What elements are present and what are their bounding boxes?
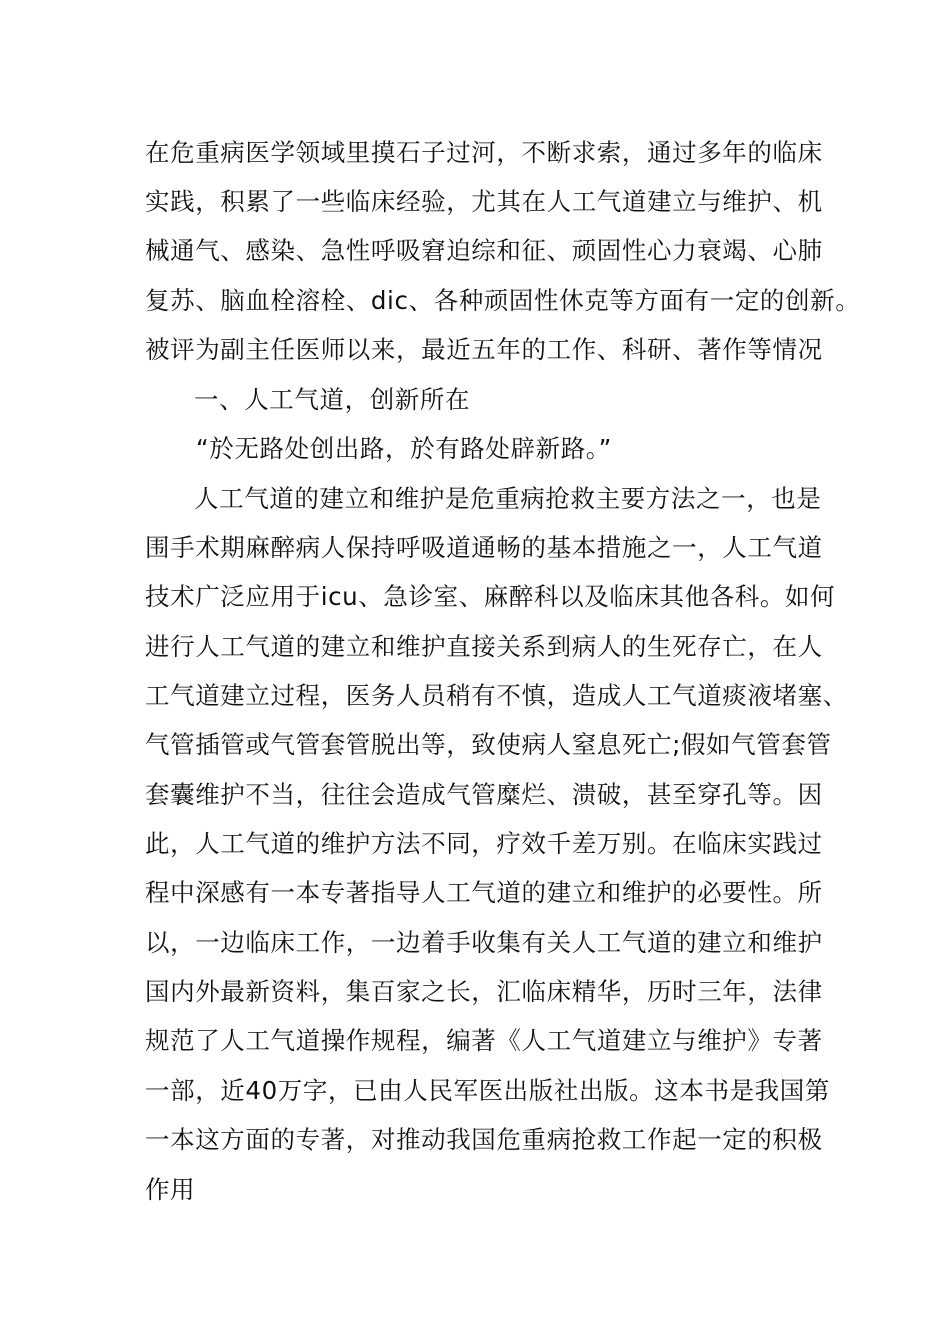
paragraph-line: 工气道建立过程，医务人员稍有不慎，造成人工气道痰液堵塞、 [145, 681, 848, 710]
paragraph-line: 械通气、感染、急性呼吸窘迫综和征、顽固性心力衰竭、心肺 [145, 236, 823, 265]
paragraph-line: 人工气道的建立和维护是危重病抢救主要方法之一，也是 [194, 484, 822, 513]
paragraph-line: 进行人工气道的建立和维护直接关系到病人的生死存亡，在人 [145, 632, 823, 661]
quote-line: “於无路处创出路，於有路处辟新路。” [196, 434, 612, 463]
paragraph-line: 被评为副主任医师以来，最近五年的工作、科研、著作等情况 [145, 335, 823, 364]
paragraph-line: 规范了人工气道操作规程，编著《人工气道建立与维护》专著 [145, 1026, 823, 1055]
paragraph-line: 程中深感有一本专著指导人工气道的建立和维护的必要性。所 [145, 878, 823, 907]
paragraph-line: 国内外最新资料，集百家之长，汇临床精华，历时三年，法律 [145, 977, 823, 1006]
paragraph-line: 以，一边临床工作，一边着手收集有关人工气道的建立和维护 [145, 928, 823, 957]
paragraph-line: 此，人工气道的维护方法不同，疗效千差万别。在临床实践过 [145, 829, 823, 858]
paragraph-line: 围手术期麻醉病人保持呼吸道通畅的基本措施之一，人工气道 [145, 533, 823, 562]
paragraph-line: 实践，积累了一些临床经验，尤其在人工气道建立与维护、机 [145, 187, 823, 216]
paragraph-line: 一本这方面的专著，对推动我国危重病抢救工作起一定的积极 [145, 1125, 823, 1154]
paragraph-line: 一部，近40万字，已由人民军医出版社出版。这本书是我国第 [145, 1076, 830, 1105]
paragraph-line: 技术广泛应用于icu、急诊室、麻醉科以及临床其他各科。如何 [145, 582, 836, 611]
paragraph-line: 气管插管或气管套管脱出等，致使病人窒息死亡;假如气管套管 [145, 730, 832, 759]
paragraph-line: 复苏、脑血栓溶栓、dic、各种顽固性休克等方面有一定的创新。 [145, 286, 861, 315]
section-heading: 一、人工气道，创新所在 [194, 385, 471, 414]
paragraph-line: 套囊维护不当，往往会造成气管糜烂、溃破，甚至穿孔等。因 [145, 780, 823, 809]
paragraph-line: 在危重病医学领域里摸石子过河，不断求索，通过多年的临床 [145, 138, 823, 167]
paragraph-line: 作用 [145, 1175, 196, 1204]
